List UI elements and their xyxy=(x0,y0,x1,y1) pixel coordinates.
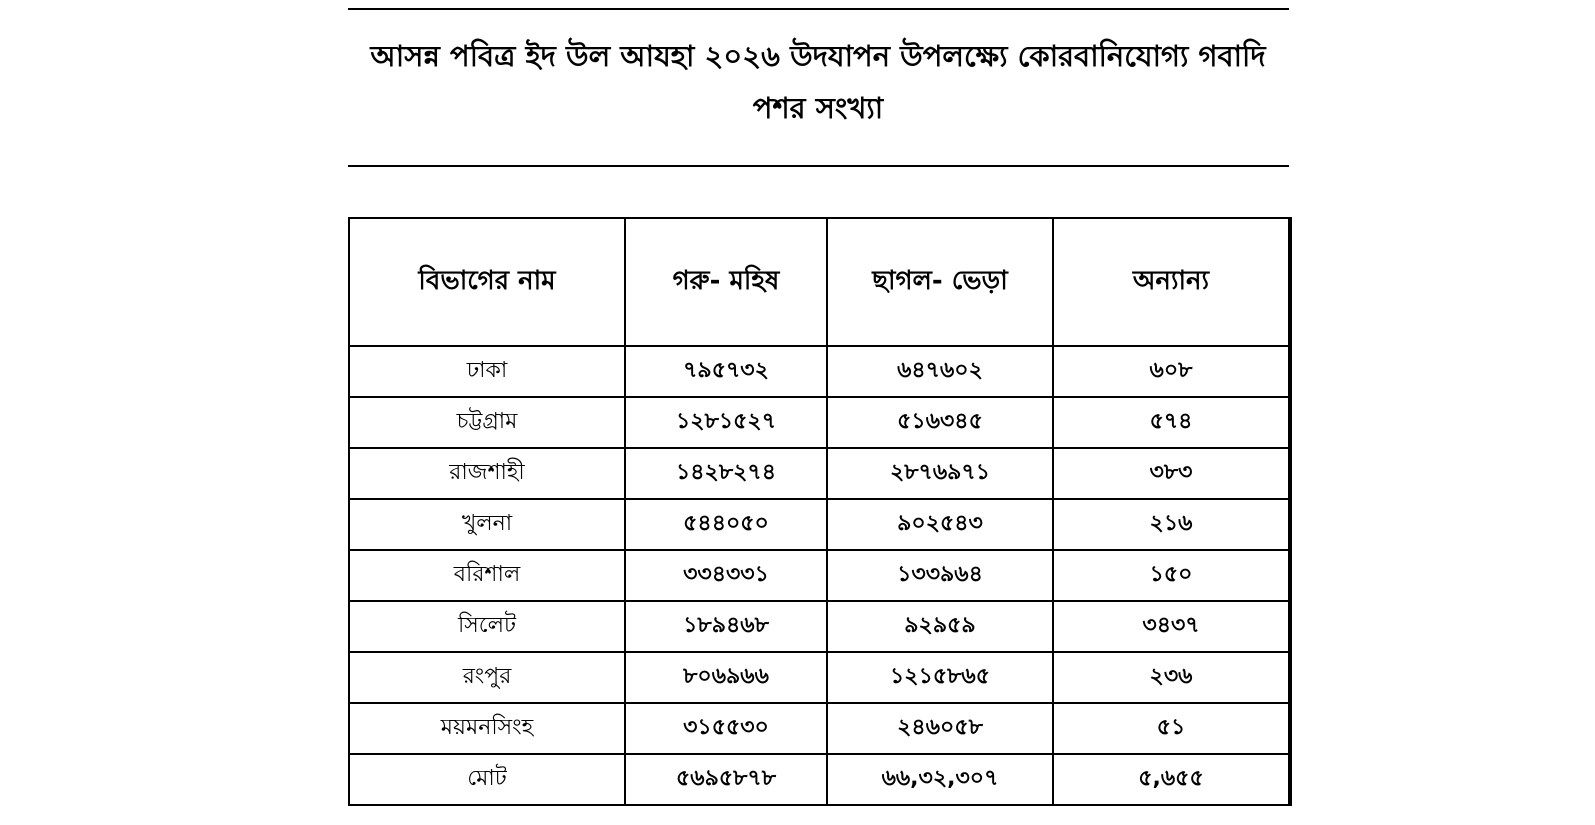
livestock-table xyxy=(348,217,1292,806)
header-goat-sheep: ছাগল- ভেড়া xyxy=(827,218,1053,346)
header-others: অন্যান্য xyxy=(1053,218,1290,346)
cattle-buffalo-cell: ৭৯৫৭৩২ xyxy=(625,346,827,397)
goat-sheep-cell: ৯২৯৫৯ xyxy=(827,601,1053,652)
table-row xyxy=(349,448,1290,499)
total-others-cell: ৫,৬৫৫ xyxy=(1053,754,1290,805)
others-cell: ৩৪৩৭ xyxy=(1053,601,1290,652)
header-cattle-buffalo: গরু- মহিষ xyxy=(625,218,827,346)
header-row xyxy=(349,218,1290,346)
cattle-buffalo-cell: ১২৮১৫২৭ xyxy=(625,397,827,448)
cattle-buffalo-cell: ১৪২৮২৭৪ xyxy=(625,448,827,499)
division-cell: রংপুর xyxy=(349,652,625,703)
top-rule xyxy=(348,8,1289,10)
goat-sheep-cell: ১৩৩৯৬৪ xyxy=(827,550,1053,601)
division-cell: চট্টগ্রাম xyxy=(349,397,625,448)
division-cell: ঢাকা xyxy=(349,346,625,397)
table-row xyxy=(349,652,1290,703)
others-cell: ২১৬ xyxy=(1053,499,1290,550)
table-row xyxy=(349,550,1290,601)
cattle-buffalo-cell: ৩৩৪৩৩১ xyxy=(625,550,827,601)
total-row xyxy=(349,754,1290,805)
goat-sheep-cell: ৬৪৭৬০২ xyxy=(827,346,1053,397)
table-row xyxy=(349,397,1290,448)
cattle-buffalo-cell: ৩১৫৫৩০ xyxy=(625,703,827,754)
others-cell: ১৫০ xyxy=(1053,550,1290,601)
others-cell: ২৩৬ xyxy=(1053,652,1290,703)
total-goat-sheep-cell: ৬৬,৩২,৩০৭ xyxy=(827,754,1053,805)
goat-sheep-cell: ২৮৭৬৯৭১ xyxy=(827,448,1053,499)
others-cell: ৫১ xyxy=(1053,703,1290,754)
others-cell: ৩৮৩ xyxy=(1053,448,1290,499)
goat-sheep-cell: ১২১৫৮৬৫ xyxy=(827,652,1053,703)
others-cell: ৬০৮ xyxy=(1053,346,1290,397)
cattle-buffalo-cell: ৫৪৪০৫০ xyxy=(625,499,827,550)
document-title xyxy=(300,30,1336,134)
total-cattle-buffalo-cell: ৫৬৯৫৮৭৮ xyxy=(625,754,827,805)
bottom-rule xyxy=(348,165,1289,167)
division-cell: সিলেট xyxy=(349,601,625,652)
table-row xyxy=(349,703,1290,754)
table-row xyxy=(349,499,1290,550)
division-cell: খুলনা xyxy=(349,499,625,550)
goat-sheep-cell: ৯০২৫৪৩ xyxy=(827,499,1053,550)
cattle-buffalo-cell: ১৮৯৪৬৮ xyxy=(625,601,827,652)
division-cell: রাজশাহী xyxy=(349,448,625,499)
goat-sheep-cell: ৫১৬৩৪৫ xyxy=(827,397,1053,448)
total-label-cell: মোট xyxy=(349,754,625,805)
others-cell: ৫৭৪ xyxy=(1053,397,1290,448)
division-cell: বরিশাল xyxy=(349,550,625,601)
header-division: বিভাগের নাম xyxy=(349,218,625,346)
title-line-1: আসন্ন পবিত্র ইদ উল আযহা ২০২৬ উদযাপন উপলক্ষ্যে কোরবানিযোগ্য গবাদি xyxy=(370,39,1266,73)
division-cell: ময়মনসিংহ xyxy=(349,703,625,754)
table-row xyxy=(349,346,1290,397)
goat-sheep-cell: ২৪৬০৫৮ xyxy=(827,703,1053,754)
title-line-2: পশর সংখ্যা xyxy=(752,91,884,125)
table-row xyxy=(349,601,1290,652)
cattle-buffalo-cell: ৮০৬৯৬৬ xyxy=(625,652,827,703)
